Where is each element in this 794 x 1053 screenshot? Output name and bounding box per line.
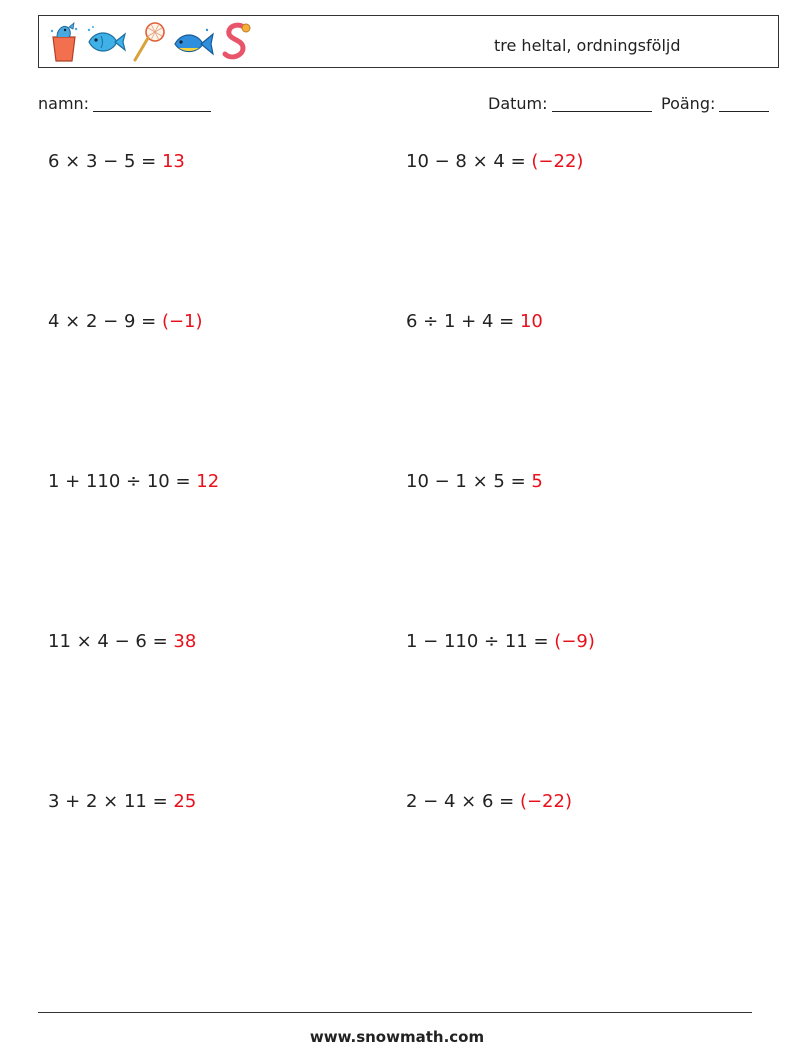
- problem-answer: 25: [173, 791, 197, 812]
- worksheet-title: tre heltal, ordningsföljd: [494, 36, 681, 55]
- problem-4: [406, 311, 543, 332]
- problem-expression: 10 − 8 × 4 =: [406, 151, 532, 172]
- name-field[interactable]: [38, 94, 211, 113]
- problem-answer: 13: [161, 151, 185, 172]
- fish-icon: [85, 24, 127, 60]
- problem-9: [48, 791, 196, 812]
- problem-answer: 10: [519, 311, 543, 332]
- problem-expression: 11 × 4 − 6 =: [48, 631, 174, 652]
- problem-answer: (−9): [554, 631, 595, 652]
- problem-answer: (−1): [161, 311, 203, 332]
- problem-8: [406, 631, 595, 652]
- score-line[interactable]: [719, 96, 769, 112]
- problem-expression: 3 + 2 × 11 =: [48, 791, 174, 812]
- fishing-net-icon: [131, 20, 167, 64]
- problem-answer: 5: [531, 471, 543, 492]
- problem-expression: 1 + 110 ÷ 10 =: [48, 471, 197, 492]
- fish-icon: [171, 24, 215, 60]
- footer-site[interactable]: www.snowmath.com: [309, 1028, 485, 1046]
- problem-5: [48, 471, 219, 492]
- name-line[interactable]: [93, 96, 211, 112]
- header-box: [38, 15, 779, 68]
- header-icons: [47, 19, 253, 65]
- date-field[interactable]: [488, 94, 652, 113]
- problem-answer: 12: [196, 471, 220, 492]
- problem-expression: 4 × 2 − 9 =: [48, 311, 162, 332]
- problem-expression: 6 ÷ 1 + 4 =: [406, 311, 520, 332]
- worm-icon: [219, 20, 253, 64]
- problem-expression: 2 − 4 × 6 =: [406, 791, 520, 812]
- problem-expression: 10 − 1 × 5 =: [406, 471, 532, 492]
- problem-expression: 6 × 3 − 5 =: [48, 151, 162, 172]
- problem-7: [48, 631, 196, 652]
- problem-expression: 1 − 110 ÷ 11 =: [406, 631, 555, 652]
- date-line[interactable]: [552, 96, 652, 112]
- problem-10: [406, 791, 572, 812]
- problem-answer: (−22): [531, 151, 584, 172]
- date-label: Datum:: [488, 94, 548, 113]
- name-label: namn:: [38, 94, 90, 113]
- problem-6: [406, 471, 543, 492]
- problem-2: [406, 151, 583, 172]
- problem-answer: 38: [173, 631, 197, 652]
- score-label: Poäng:: [661, 94, 716, 113]
- problem-3: [48, 311, 203, 332]
- problem-1: [48, 151, 185, 172]
- problem-answer: (−22): [519, 791, 572, 812]
- bucket-fish-icon: [47, 21, 81, 63]
- score-field[interactable]: [661, 94, 769, 113]
- footer-divider: [38, 1012, 752, 1013]
